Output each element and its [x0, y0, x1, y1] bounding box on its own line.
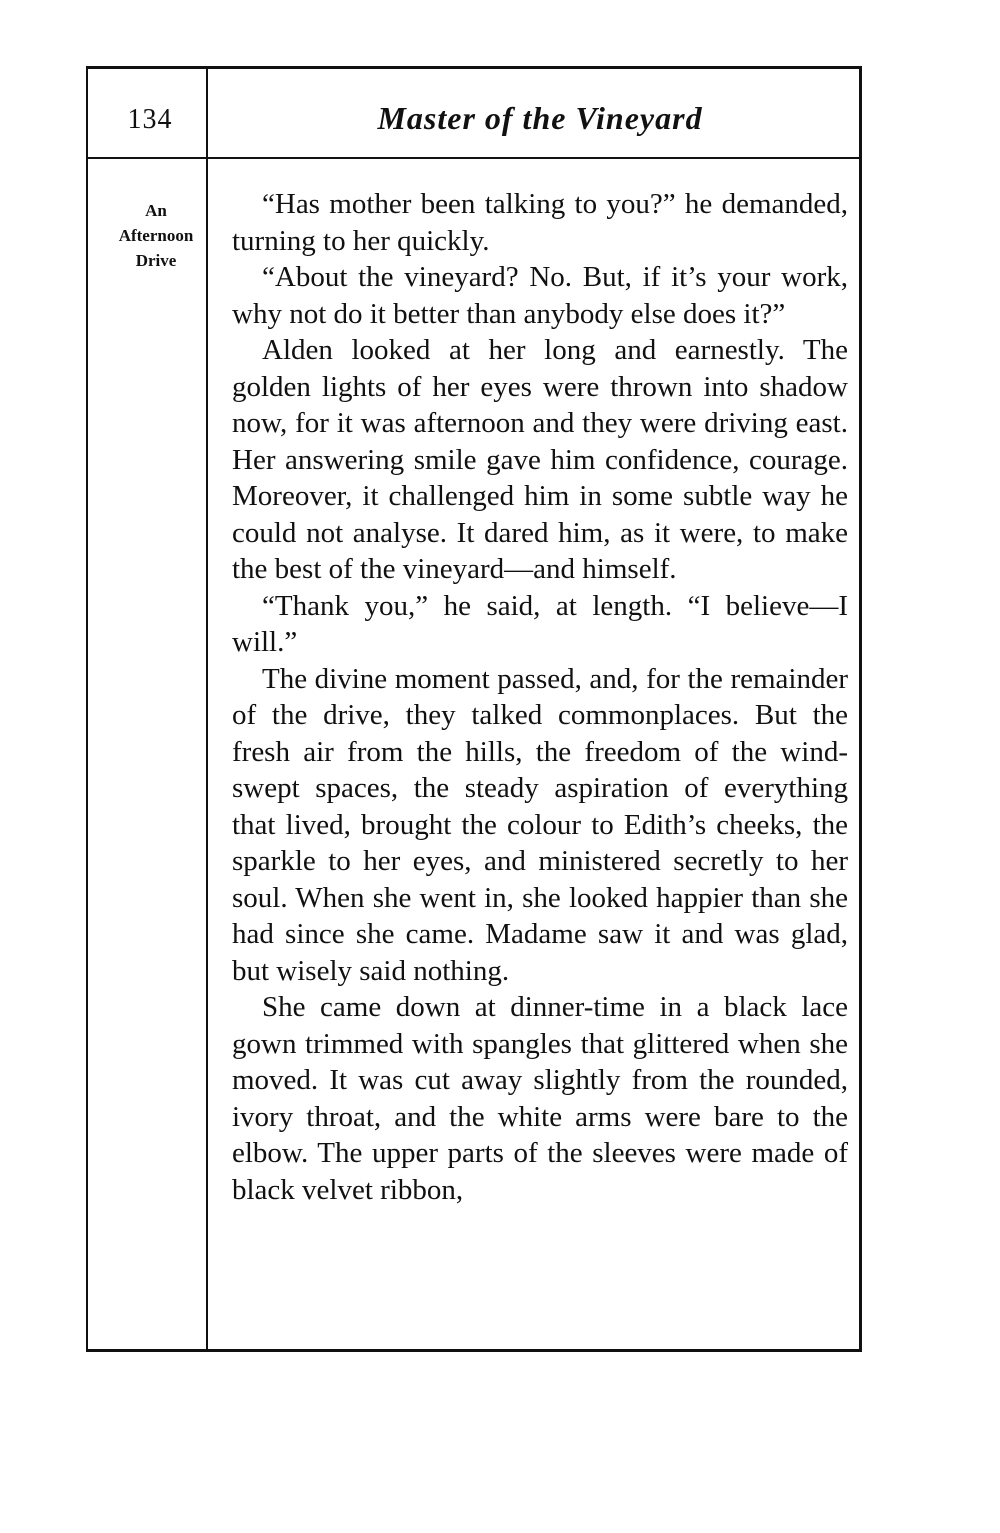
page-number: 134	[127, 104, 173, 135]
paragraph: She came down at dinner-time in a black lace gown trimmed with spangles that glittered when she moved. It was cut away slightly from the rounded, ivory throat, and the white arms were bare to the elbow. The upper parts of the sleeves were made of black velvet ribbon,	[232, 991, 848, 1206]
body-text	[232, 186, 848, 1208]
running-head: Master of the Vineyard	[377, 100, 703, 136]
side-note-line: Drive	[135, 251, 177, 270]
side-note-line: Afternoon	[118, 226, 194, 245]
header-rule	[86, 157, 862, 159]
paragraph: Alden looked at her long and earnestly. The golden lights of her eyes were thrown into shadow now, for it was afternoon and they were driving east. Her answering smile gave him confidence, courage. Moreover, it challenged him in some subtle way he could not analyse. It dared him, as it were, to make the best of the vineyard—and himself.	[232, 334, 848, 585]
paragraph: “Thank you,” he said, at length. “I believe—I will.”	[232, 589, 848, 658]
paragraph: “Has mother been talking to you?” he demanded, turning to her quickly.	[232, 188, 848, 257]
side-note	[102, 198, 210, 273]
paragraph: “About the vineyard? No. But, if it’s your work, why not do it better than anybody else does it?”	[232, 261, 848, 330]
paragraph: The divine moment passed, and, for the remainder of the drive, they talked commonplaces. But the fresh air from the hills, the freedom of the wind-swept spaces, the steady aspiration of everything that lived, brought the colour to Edith’s cheeks, the sparkle to her eyes, and ministered secretly to her soul. When she went in, she looked happier than she had since she came. Madame saw it and was glad, but wisely said nothing.	[232, 662, 848, 987]
side-note-line: An	[145, 201, 167, 220]
